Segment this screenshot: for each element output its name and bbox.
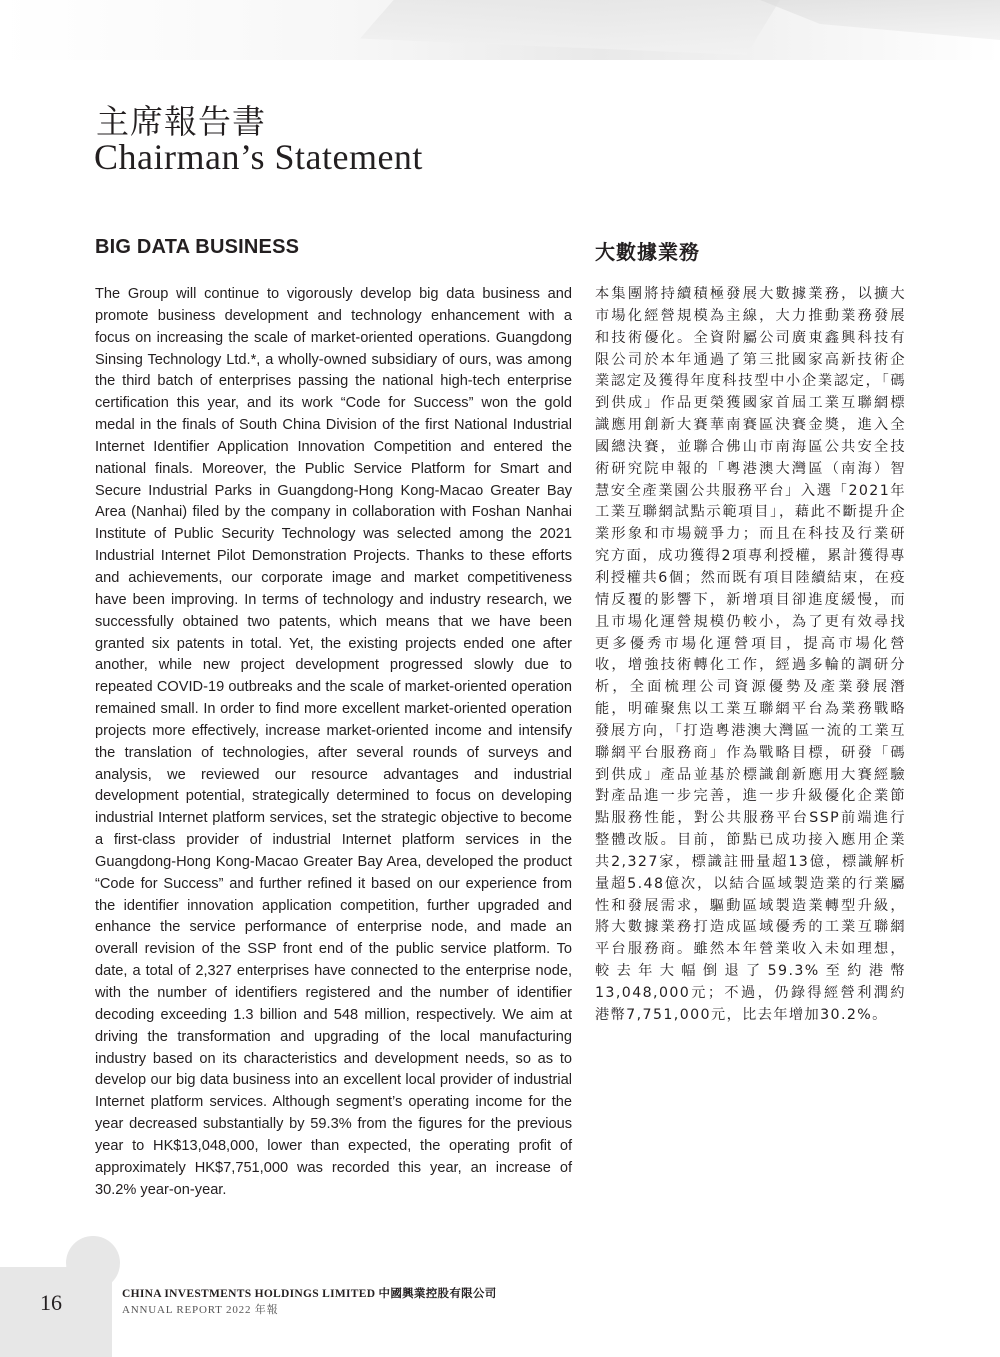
page-title-english: Chairman’s Statement: [94, 137, 423, 177]
body-text-chinese: 本集團將持續積極發展大數據業務，以擴大市場化經營規模為主線，大力推動業務發展和技術優化。全資附屬公司廣東鑫興科技有限公司於本年通過了第三批國家高新技術企業認定及獲得年度科技型中小企業認定，「碼到供成」作品更榮獲國家首屆工業互聯網標識應用創新大賽華南賽區決賽金奬，進入全國總決賽，並聯合佛山市南海區公共安全技術研究院申報的「粵港澳大灣區（南海）智慧安全產業園公共服務平台」入選「2021年工業互聯網試點示範項目」，藉此不斷提升企業形象和市場競爭力；而且在科技及行業研究方面，成功獲得2項專利授權，累計獲得專利授權共6個；然而既有項目陸續結束，在疫情反覆的影響下，新增項目卻進度緩慢，而且市場化運營規模仍較小，為了更有效尋找更多優秀市場化運營項目，提高市場化營收，增強技術轉化工作，經過多輪的調研分析，全面梳理公司資源優勢及產業發展潛能，明確聚焦以工業互聯網平台為業務戰略發展方向，「打造粵港澳大灣區一流的工業互聯網平台服務商」作為戰略目標，研發「碼到供成」產品並基於標識創新應用大賽經驗對產品進一步完善，進一步升級優化企業節點服務性能，對公共服務平台SSP前端進行整體改版。目前，節點已成功接入應用企業共2,327家，標識註冊量超13億，標識解析量超5.48億次，以結合區域製造業的行業屬性和發展需求，驅動區域製造業轉型升級，將大數據業務打造成區域優秀的工業互聯網平台服務商。雖然本年營業收入未如理想，較去年大幅倒退了59.3%至約港幣13,048,000元；不過，仍錄得經營利潤約港幣7,751,000元，比去年增加30.2%。: [595, 286, 906, 1023]
footer-company-name: CHINA INVESTMENTS HOLDINGS LIMITED 中國興業控股有限公司: [122, 1288, 497, 1300]
footer-report-title: ANNUAL REPORT 2022 年報: [122, 1304, 279, 1316]
section-heading-english: BIG DATA BUSINESS: [95, 236, 300, 258]
section-heading-chinese: 大數據業務: [595, 240, 700, 264]
page-number: 16: [40, 1290, 62, 1315]
page-title-chinese: 主席報告書: [96, 102, 266, 141]
body-text-english: The Group will continue to vigorously develop big data business and promote business development and technology enhancement with a focus on increasing the scale of market-oriented operations. Guangdong Sinsing Technology Ltd.*, a wholly-owned subsidiary of ours, was among the third batch of enterprises passing the national high-tech enterprise certification this year, and its work “Code for Success” won the gold medal in the finals of South China Division of the first National Industrial Internet Identifier Application Innovation Competition and entered the national finals. Moreover, the Public Service Platform for Smart and Secure Industrial Parks in Guangdong-Hong Kong-Macao Greater Bay Area (Nanhai) filed by the company in collaboration with Foshan Nanhai Institute of Public Security Technology was selected among the 2021 Industrial Internet Pilot Demonstration Projects. Thanks to these efforts and achievements, our corporate image and market competitiveness have been improving. In terms of technology and industry research, we successfully obtained two patents, which means that we have been granted six patents in total. Yet, the existing projects ended one after another, while new project development progressed slowly due to repeated COVID-19 outbreaks and the scale of market-oriented operation remained small. In order to find more excellent market-oriented operation projects more effectively, increase market-oriented income and intensify the translation of technologies, after several rounds of surveys and analysis, we reviewed our resource advantages and industrial development potential, strategically determined to focus on developing industrial Internet platform services, set the strategic objective to become a first-class provider of industrial Internet platform services in the Guangdong-Hong Kong-Macao Greater Bay Area, developed the product “Code for Success” and further refined it based on our experience from the identifier innovation application competition, further upgraded and enhance the service performance of enterprise node, and made an overall revision of the SSP front end of the public service platform. To date, a total of 2,327 enterprises have connected to the enterprise node, with the number of identifiers registered and the number of identifier decoding exceeding 1.3 billion and 548 million, respectively. We aim at driving the transformation and upgrading of the local manufacturing industry based on its characteristics and development needs, so as to develop our big data business into an excellent local provider of industrial Internet platform services. Although segment’s operating income for the year decreased substantially by 59.3% from the figures for the previous year to HK$13,048,000, lower than expected, the operating profit of approximately HK$7,751,000 was recorded this year, an increase of 30.2% year-on-year.: [95, 286, 572, 1198]
